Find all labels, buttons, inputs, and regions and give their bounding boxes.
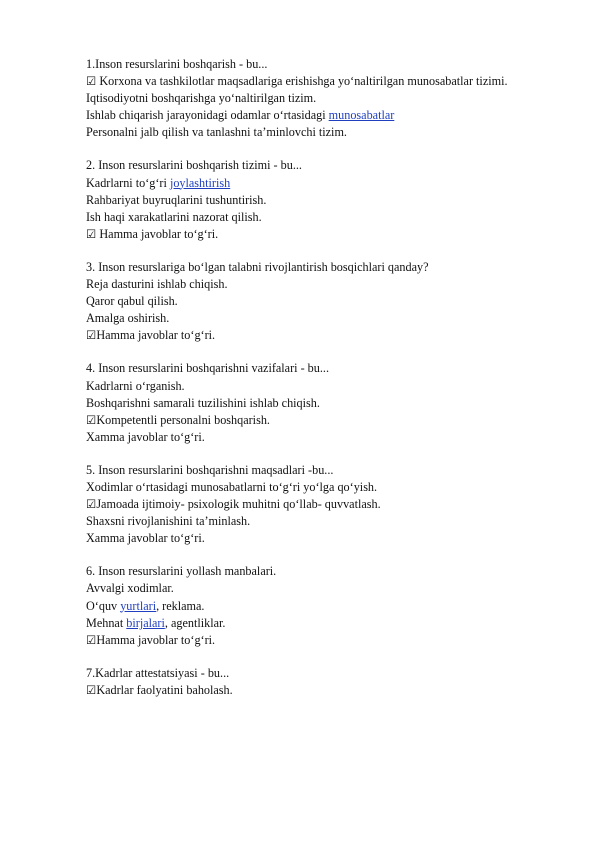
answer-option-correct	[86, 226, 556, 243]
answer-text: Personalni jalb qilish va tanlashni ta’minlovchi tizim.	[86, 125, 347, 140]
document-page	[86, 56, 556, 715]
question-number: 5.	[86, 462, 96, 477]
checkbox-checked-icon: ☑	[86, 412, 97, 427]
checkbox-checked-icon: ☑	[86, 328, 97, 343]
answer-text: Xamma javoblar to‘g‘ri.	[86, 531, 205, 546]
question-title	[86, 360, 556, 377]
question-title	[86, 157, 556, 174]
answer-text: Xodimlar o‘rtasidagi munosabatlarni to‘g‘ri yo‘lga qo‘yish.	[86, 479, 378, 494]
hyperlink[interactable]: yurtlari	[120, 598, 157, 613]
checkbox-checked-icon: ☑	[86, 74, 97, 89]
answer-option	[86, 615, 556, 632]
answer-text: Hamma javoblar to‘g‘ri.	[96, 226, 219, 241]
question-title	[86, 56, 556, 73]
question-text: Inson resurslarini boshqarish tizimi - bu...	[95, 158, 302, 173]
checkbox-checked-icon: ☑	[86, 682, 97, 697]
answer-text: Amalga oshirish.	[86, 311, 170, 326]
answer-option	[86, 310, 556, 327]
answer-option-correct	[86, 327, 556, 344]
hyperlink[interactable]: birjalari	[126, 615, 165, 630]
answer-option	[86, 293, 556, 310]
question-list	[86, 56, 556, 699]
answer-text: Kadrlarni to‘g‘ri	[86, 175, 170, 190]
answer-option	[86, 276, 556, 293]
answer-text: Rahbariyat buyruqlarini tushuntirish.	[86, 192, 267, 207]
question-block	[86, 56, 556, 141]
question-title	[86, 563, 556, 580]
question-title	[86, 665, 556, 682]
answer-text: Reja dasturini ishlab chiqish.	[86, 277, 228, 292]
answer-option	[86, 209, 556, 226]
question-number: 4.	[86, 361, 96, 376]
answer-option	[86, 598, 556, 615]
answer-option	[86, 429, 556, 446]
answer-text: Iqtisodiyotni boshqarishga yo‘naltirilgan tizim.	[86, 91, 317, 106]
checkbox-checked-icon: ☑	[86, 226, 97, 241]
question-text: Kadrlar attestatsiyasi - bu...	[95, 665, 230, 680]
answer-text: Hamma javoblar to‘g‘ri.	[96, 632, 216, 647]
answer-text: Qaror qabul qilish.	[86, 294, 178, 309]
answer-option	[86, 90, 556, 107]
question-title	[86, 462, 556, 479]
answer-option	[86, 107, 556, 124]
answer-text: Xamma javoblar to‘g‘ri.	[86, 429, 205, 444]
answer-option-correct	[86, 412, 556, 429]
hyperlink[interactable]: joylashtirish	[169, 175, 231, 190]
question-number: 6.	[86, 564, 96, 579]
answer-text: Kadrlarni o‘rganish.	[86, 378, 185, 393]
answer-text: , reklama.	[156, 598, 205, 613]
answer-text: Korxona va tashkilotlar maqsadlariga erishishga yo‘naltirilgan munosabatlar tizimi.	[96, 74, 508, 89]
question-block	[86, 462, 556, 547]
answer-option	[86, 192, 556, 209]
question-number: 1.	[86, 57, 96, 71]
answer-text: Ish haqi xarakatlarini nazorat qilish.	[86, 209, 262, 224]
answer-text: Ishlab chiqarish jarayonidagi odamlar o‘rtasidagi	[86, 108, 329, 123]
question-text: Inson resurslarini boshqarish - bu...	[95, 57, 268, 71]
question-number: 3.	[86, 259, 96, 274]
question-block	[86, 157, 556, 242]
answer-text: Jamoada ijtimoiy- psixologik muhitni qo‘llab- quvvatlash.	[96, 497, 381, 512]
answer-text: Avvalgi xodimlar.	[86, 581, 174, 596]
checkbox-checked-icon: ☑	[86, 632, 97, 647]
answer-option-correct	[86, 73, 556, 90]
answer-text: Shaxsni rivojlanishini ta’minlash.	[86, 514, 251, 529]
answer-option	[86, 530, 556, 547]
question-text: Inson resurslarini yollash manbalari.	[95, 564, 277, 579]
hyperlink[interactable]: munosabatlar	[328, 108, 395, 123]
answer-option	[86, 479, 556, 496]
question-number: 7.	[86, 665, 96, 680]
question-block	[86, 259, 556, 344]
question-title	[86, 259, 556, 276]
checkbox-checked-icon: ☑	[86, 497, 97, 512]
answer-text: Boshqarishni samarali tuzilishini ishlab chiqish.	[86, 395, 320, 410]
question-block	[86, 563, 556, 648]
question-number: 2.	[86, 158, 96, 173]
question-text: Inson resurslariga bo‘lgan talabni rivojlantirish bosqichlari qanday?	[95, 259, 429, 274]
question-text: Inson resurslarini boshqarishni maqsadlari -bu...	[95, 462, 334, 477]
answer-option-correct	[86, 632, 556, 649]
answer-option	[86, 580, 556, 597]
answer-text: Kompetentli personalni boshqarish.	[96, 412, 270, 427]
answer-option	[86, 175, 556, 192]
answer-option-correct	[86, 682, 556, 699]
answer-option-correct	[86, 496, 556, 513]
answer-text: Kadrlar faolyatini baholash.	[96, 682, 233, 697]
answer-text: O‘quv	[86, 598, 121, 613]
question-text: Inson resurslarini boshqarishni vazifalari - bu...	[95, 361, 330, 376]
question-block	[86, 665, 556, 699]
answer-option	[86, 395, 556, 412]
answer-option	[86, 513, 556, 530]
answer-option	[86, 124, 556, 141]
answer-text: , agentliklar.	[164, 615, 226, 630]
question-block	[86, 360, 556, 445]
answer-text: Mehnat	[86, 615, 127, 630]
answer-option	[86, 378, 556, 395]
answer-text: Hamma javoblar to‘g‘ri.	[96, 328, 216, 343]
